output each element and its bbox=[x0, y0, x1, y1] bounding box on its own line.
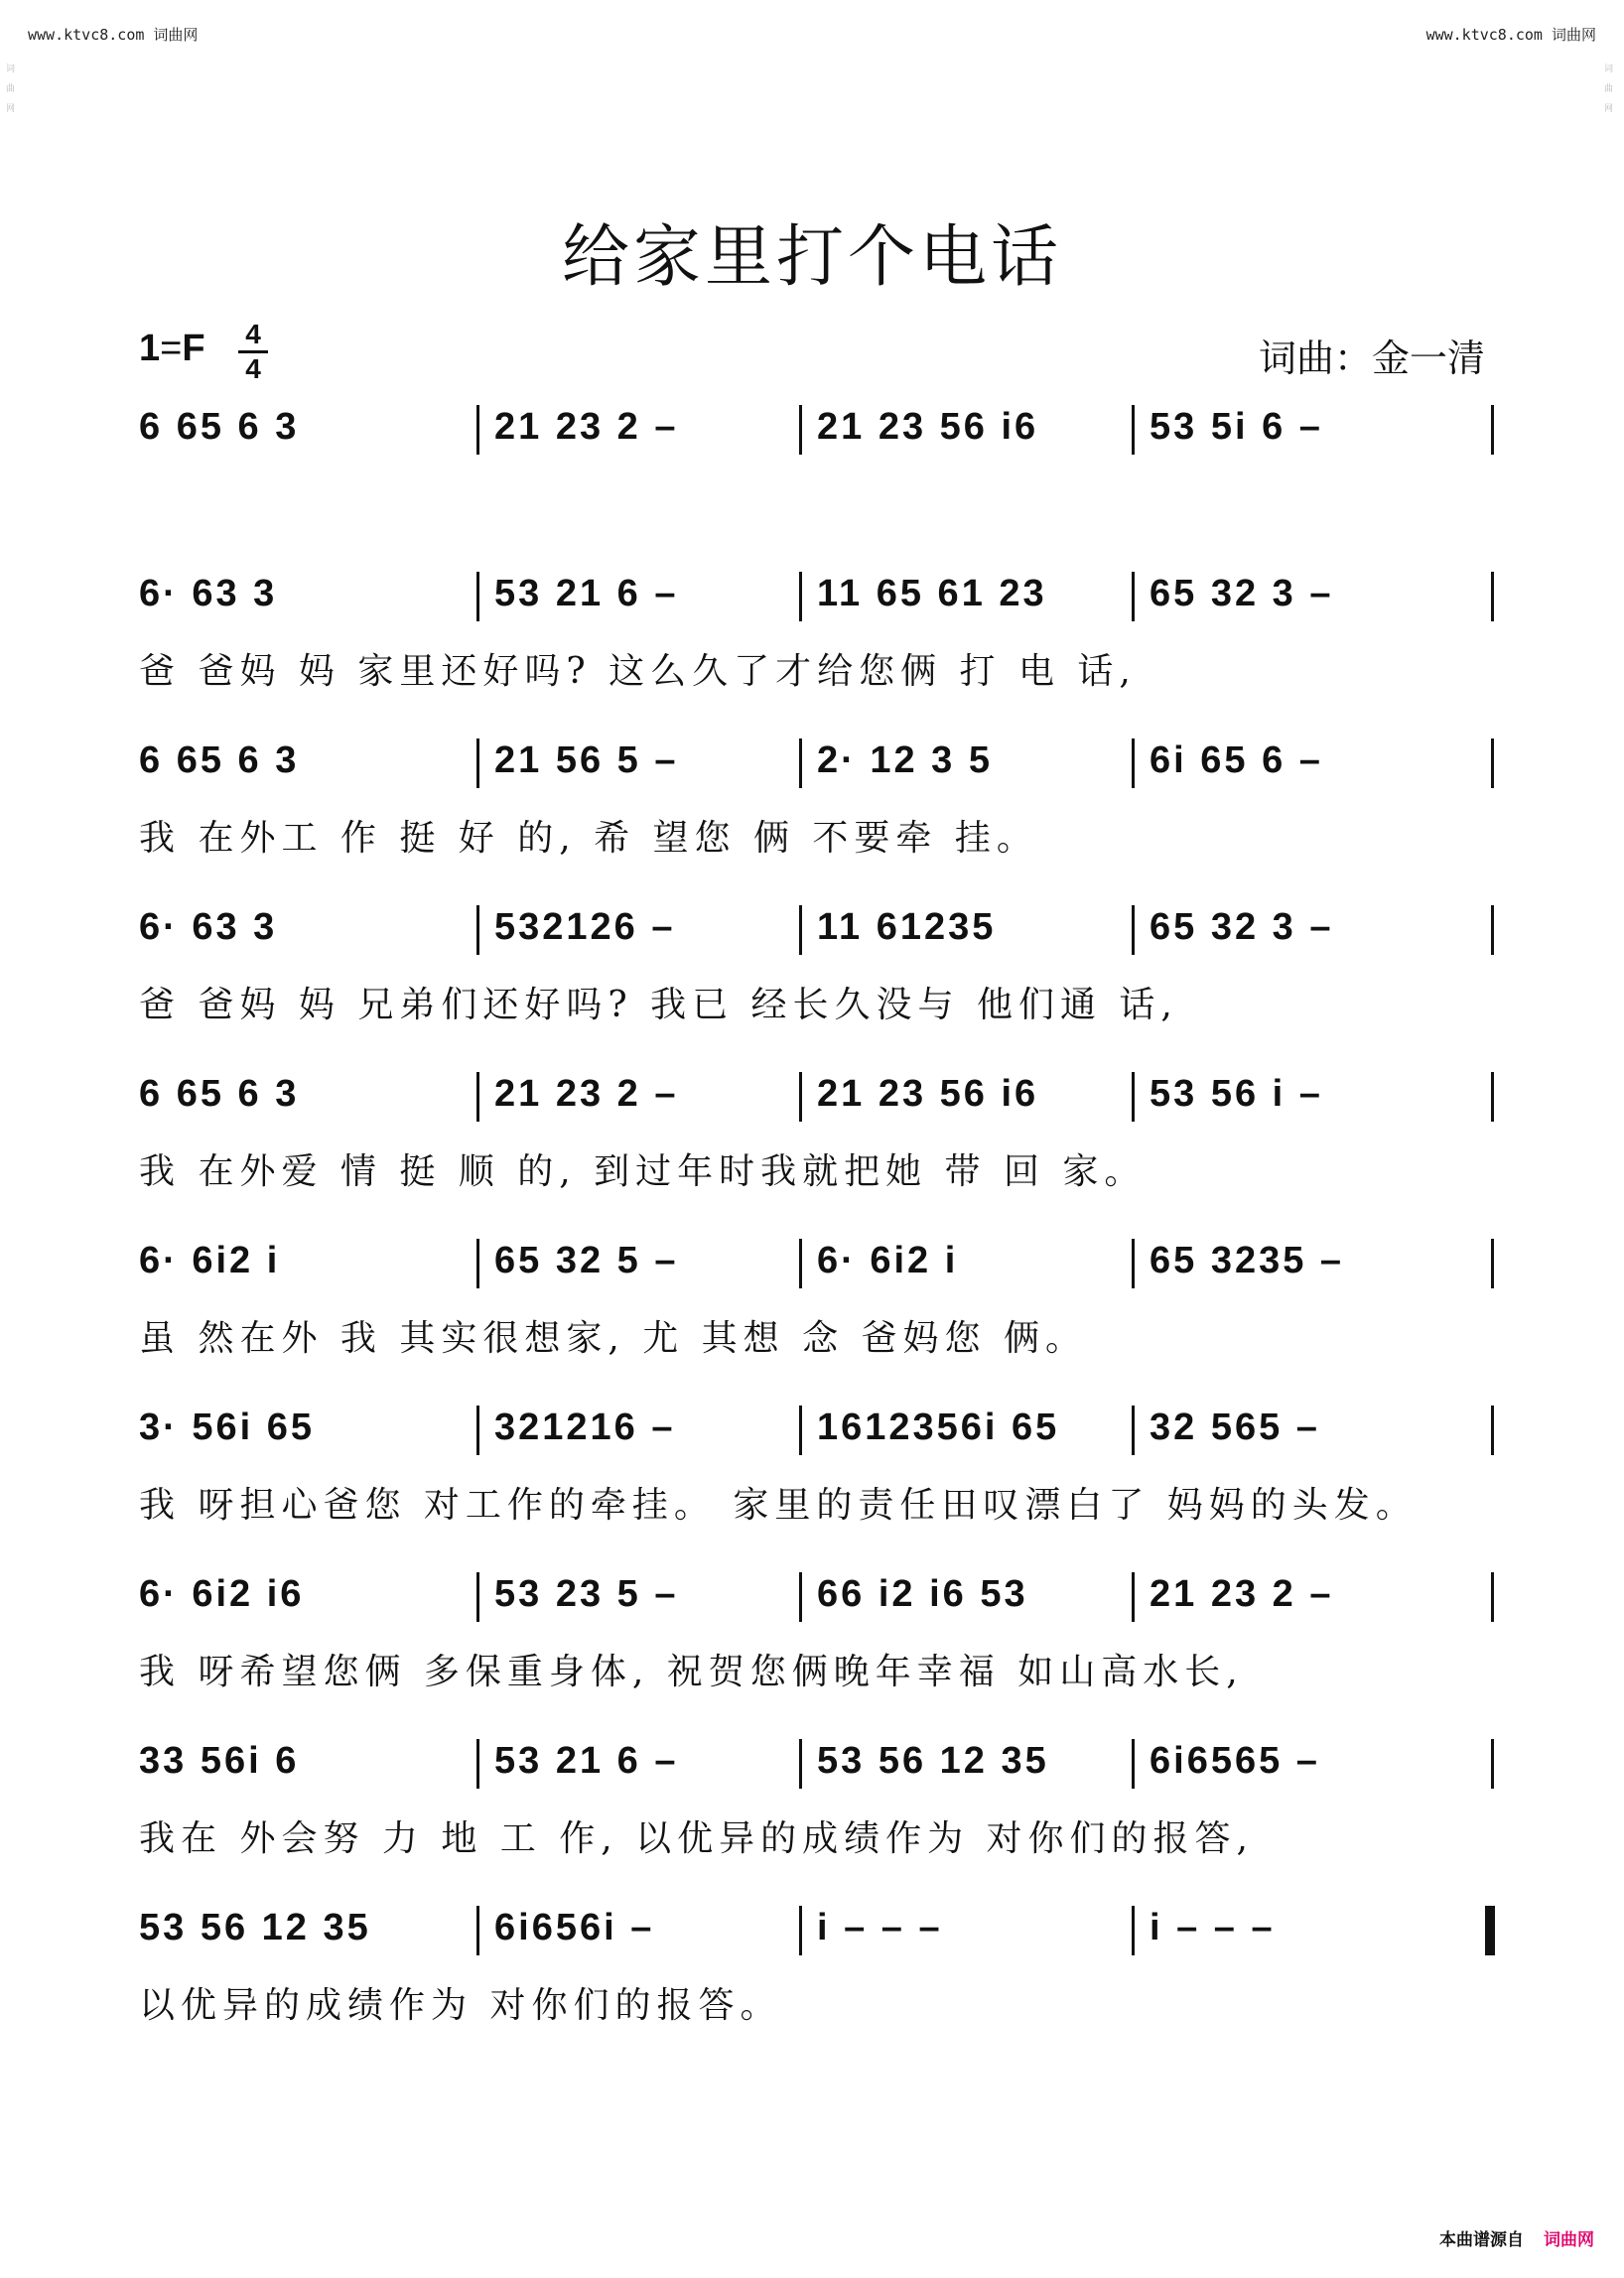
measure: 6 65 6 3 bbox=[139, 1073, 300, 1115]
measure: 65 3235 – bbox=[1150, 1240, 1345, 1281]
measure: 3· 56i 65 bbox=[139, 1407, 315, 1448]
key-eq: = bbox=[160, 328, 183, 369]
barline bbox=[476, 572, 479, 621]
lyric-line: 爸 爸妈 妈 兄弟们还好吗? 我已 经长久没与 他们通 话, bbox=[139, 985, 1178, 1025]
measure: 532126 – bbox=[494, 906, 676, 948]
measure: 6i656i – bbox=[494, 1907, 655, 1948]
measure: 6· 6i2 i bbox=[817, 1240, 959, 1281]
measure: 53 56 i – bbox=[1150, 1073, 1323, 1115]
barline bbox=[1132, 1072, 1135, 1122]
barline bbox=[476, 405, 479, 455]
barline bbox=[799, 1739, 802, 1789]
meter-bottom: 4 bbox=[245, 353, 261, 384]
edge-mark-1: 词曲网 bbox=[6, 65, 16, 114]
barline bbox=[1132, 572, 1135, 621]
barline bbox=[476, 1572, 479, 1622]
measure: 53 5i 6 – bbox=[1150, 406, 1323, 448]
barline bbox=[799, 738, 802, 788]
barline bbox=[1132, 905, 1135, 955]
key-prefix: 1 bbox=[139, 328, 161, 369]
measure: 65 32 3 – bbox=[1150, 573, 1334, 614]
barline bbox=[1132, 1739, 1135, 1789]
measure: 53 21 6 – bbox=[494, 1740, 679, 1782]
measure: 6· 63 3 bbox=[139, 906, 278, 948]
meter-top: 4 bbox=[245, 319, 261, 349]
measure: 6 65 6 3 bbox=[139, 406, 300, 448]
barline bbox=[476, 1739, 479, 1789]
barline bbox=[1491, 405, 1494, 455]
barline bbox=[1132, 1572, 1135, 1622]
lyric-line: 我在 外会努 力 地 工 作, 以优异的成绩作为 对你们的报答, bbox=[139, 1818, 1254, 1859]
measure: 6i 65 6 – bbox=[1150, 739, 1323, 781]
footer bbox=[1439, 2225, 1594, 2250]
edge-mark-2: 词曲网 bbox=[1604, 65, 1614, 114]
barline bbox=[1132, 405, 1135, 455]
right-edge-watermark bbox=[1604, 60, 1618, 119]
measure: 65 32 5 – bbox=[494, 1240, 679, 1281]
measure: 11 61235 bbox=[817, 906, 997, 948]
key-note: F bbox=[182, 328, 205, 369]
barline bbox=[1132, 1406, 1135, 1455]
key-signature bbox=[139, 328, 205, 370]
measure: 6· 6i2 i6 bbox=[139, 1573, 305, 1615]
barline bbox=[799, 572, 802, 621]
lyric-line: 我 在外工 作 挺 好 的, 希 望您 俩 不要牵 挂。 bbox=[139, 818, 1038, 859]
barline bbox=[1491, 1072, 1494, 1122]
footer-label: 本曲谱源自 bbox=[1439, 2230, 1524, 2250]
measure: 6· 6i2 i bbox=[139, 1240, 281, 1281]
lyric-line: 我 呀担心爸您 对工作的牵挂。 家里的责任田叹漂白了 妈妈的头发。 bbox=[139, 1485, 1418, 1526]
measure: 6 65 6 3 bbox=[139, 739, 300, 781]
measure: 21 23 56 i6 bbox=[817, 1073, 1039, 1115]
lyric-line: 虽 然在外 我 其实很想家, 尤 其想 念 爸妈您 俩。 bbox=[139, 1318, 1087, 1359]
lyric-line: 以优异的成绩作为 对你们的报答。 bbox=[139, 1985, 782, 2026]
barline bbox=[476, 1239, 479, 1288]
lyric-line: 我 呀希望您俩 多保重身体, 祝贺您俩晚年幸福 如山高水长, bbox=[139, 1652, 1244, 1692]
lyric-line: 我 在外爱 情 挺 顺 的, 到过年时我就把她 带 回 家。 bbox=[139, 1151, 1147, 1192]
barline bbox=[799, 1239, 802, 1288]
barline bbox=[476, 1906, 479, 1955]
measure: 11 65 61 23 bbox=[817, 573, 1047, 614]
header-left-url: www.ktvc8.com 词曲网 bbox=[28, 26, 199, 44]
measure: 321216 – bbox=[494, 1407, 676, 1448]
left-edge-watermark bbox=[6, 60, 20, 119]
measure: i – – – bbox=[1150, 1907, 1276, 1948]
footer-brand: 词曲网 bbox=[1544, 2230, 1594, 2250]
barline bbox=[1491, 1572, 1494, 1622]
lyric-line: 爸 爸妈 妈 家里还好吗? 这么久了才给您俩 打 电 话, bbox=[139, 651, 1137, 692]
final-barline bbox=[1485, 1906, 1495, 1955]
measure: 6· 63 3 bbox=[139, 573, 278, 614]
measure: i – – – bbox=[817, 1907, 943, 1948]
barline bbox=[799, 1572, 802, 1622]
measure: 32 565 – bbox=[1150, 1407, 1320, 1448]
barline bbox=[476, 738, 479, 788]
time-signature bbox=[238, 320, 268, 384]
song-title: 给家里打个电话 bbox=[561, 218, 1062, 297]
barline bbox=[1132, 738, 1135, 788]
barline bbox=[1491, 1739, 1494, 1789]
barline bbox=[1491, 1406, 1494, 1455]
barline bbox=[1491, 1239, 1494, 1288]
barline bbox=[1491, 905, 1494, 955]
barline bbox=[1132, 1239, 1135, 1288]
barline bbox=[1132, 1906, 1135, 1955]
measure: 2· 12 3 5 bbox=[817, 739, 993, 781]
measure: 53 21 6 – bbox=[494, 573, 679, 614]
barline bbox=[476, 905, 479, 955]
measure: 21 23 2 – bbox=[1150, 1573, 1334, 1615]
barline bbox=[1491, 738, 1494, 788]
barline bbox=[799, 1072, 802, 1122]
measure: 1612356i 65 bbox=[817, 1407, 1060, 1448]
barline bbox=[799, 1406, 802, 1455]
barline bbox=[476, 1406, 479, 1455]
measure: 6i6565 – bbox=[1150, 1740, 1320, 1782]
barline bbox=[799, 905, 802, 955]
credit-line: 词曲：金一清 bbox=[1258, 336, 1485, 380]
barline bbox=[1491, 572, 1494, 621]
measure: 21 23 56 i6 bbox=[817, 406, 1039, 448]
barline bbox=[799, 1906, 802, 1955]
measure: 33 56i 6 bbox=[139, 1740, 300, 1782]
measure: 21 23 2 – bbox=[494, 406, 679, 448]
measure: 66 i2 i6 53 bbox=[817, 1573, 1028, 1615]
measure: 21 23 2 – bbox=[494, 1073, 679, 1115]
measure: 53 56 12 35 bbox=[139, 1907, 371, 1948]
measure: 53 56 12 35 bbox=[817, 1740, 1049, 1782]
measure: 65 32 3 – bbox=[1150, 906, 1334, 948]
barline bbox=[799, 405, 802, 455]
header-right-url: www.ktvc8.com 词曲网 bbox=[1425, 26, 1596, 44]
barline bbox=[476, 1072, 479, 1122]
measure: 53 23 5 – bbox=[494, 1573, 679, 1615]
measure: 21 56 5 – bbox=[494, 739, 679, 781]
